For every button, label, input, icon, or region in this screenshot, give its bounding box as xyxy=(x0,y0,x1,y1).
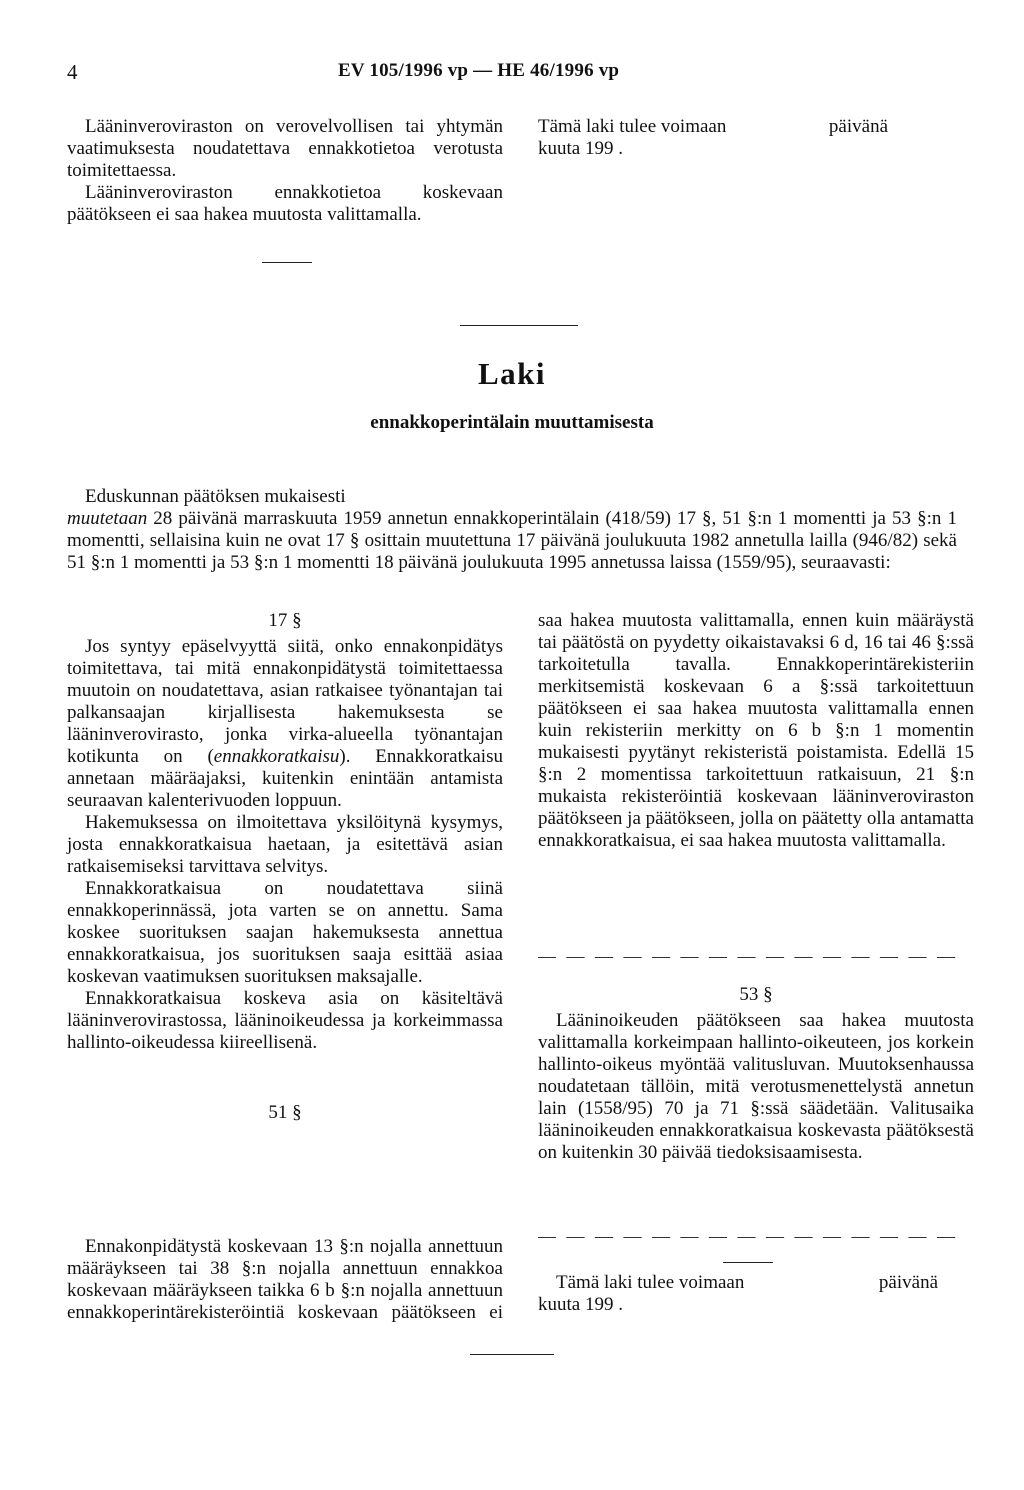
top-left-column xyxy=(67,116,503,226)
section-51-heading: 51 § xyxy=(268,1102,302,1123)
bottom-effect-end-text: kuuta 199 . xyxy=(538,1294,623,1315)
omission-dashes-2: — — — — — — — — — — — — — — — xyxy=(538,1226,958,1246)
bottom-effect-start-text: Tämä laki tulee voimaan xyxy=(556,1272,745,1293)
section-51-paragraph-left: Ennakonpidätystä koskevaan 13 §:n nojalla annettuun määräykseen tai 38 §:n nojalla annettuun ennakkoa koskevaan määräykseen taikka 6 b §:n nojalla annettuun ennakkoperintärekisteröintiä koskevaan päätökseen ei xyxy=(67,1236,503,1323)
section-17-text-a: Jos syntyy epäselvyyttä siitä, onko ennakonpidätys toimitettava, tai mitä ennakonpidätystä toimitettaessa muutoin on noudatettava, asian ratkaisee työnantajan tai palkansaajan kirjallisesta hakemuksesta se lääninverovirasto, jonka virka-alueella työnantajan kotikunta on ( xyxy=(67,636,503,767)
page-number: 4 xyxy=(67,60,78,84)
law-title: Laki xyxy=(477,356,547,391)
section-end-rule xyxy=(262,262,312,263)
law-preamble xyxy=(67,486,957,574)
section-51-right-part xyxy=(538,610,974,940)
effect-line xyxy=(538,116,888,138)
top-paragraph-2: Lääninveroviraston ennakkotietoa koskevaan päätökseen ei saa hakea muutosta valittamalla. xyxy=(67,182,503,225)
preamble-italic-word: muutetaan xyxy=(67,508,148,529)
law-subtitle: ennakkoperintälain muuttamisesta xyxy=(370,412,654,433)
section-51-paragraph-right: saa hakea muutosta valittamalla, ennen kuin määräystä tai päätöstä on pyydetty oikaistavaksi 6 d, 16 tai 46 §:ssä tarkoitetulla tavalla. Ennakkoperintärekisteriin merkitsemistä koskevaan 6 a §:ssä tarkoitettuun päätökseen ei saa hakea muutosta valittamalla ennen kuin rekisteriin merkitty on 6 b §:n 1 momentin mukaisesti pyytänyt rekisteristä poistamista. Edellä 15 §:n 2 momentissa tarkoitettuun ratkaisuun, 21 §:n mukaista rekisteröintiä koskevaan lääninveroviraston päätökseen ja päätökseen, jolla on päätetty olla antamatta ennakkoratkaisua, ei saa hakea muutosta valittamalla. xyxy=(538,610,974,851)
preamble-body xyxy=(67,508,957,574)
effect-start-text: Tämä laki tulee voimaan xyxy=(538,116,727,137)
law-separator-rule xyxy=(460,325,578,326)
effect-day-text: päivänä xyxy=(828,116,888,137)
page-end-rule xyxy=(470,1354,554,1355)
preamble-intro: Eduskunnan päätöksen mukaisesti xyxy=(85,486,346,507)
section-17-paragraph-2: Hakemuksessa on ilmoitettava yksilöitynä kysymys, josta ennakkoratkaisua haetaan, ja esitettävä asian ratkaisemiseksi tarvittava selvitys. xyxy=(67,812,503,877)
section-51-left-part xyxy=(67,1236,503,1324)
section-17-italic-term: ennakkoratkaisu xyxy=(213,746,340,767)
bottom-effect-line xyxy=(538,1272,938,1294)
bottom-effect-day-text: päivänä xyxy=(878,1272,938,1293)
section-17-paragraph-1 xyxy=(67,636,503,812)
top-paragraph-1: Lääninveroviraston on verovelvollisen tai yhtymän vaatimuksesta noudatettava ennakkotietoa verotusta toimitettaessa. xyxy=(67,116,503,181)
left-column xyxy=(67,610,503,1128)
provision-end-rule xyxy=(723,1262,773,1263)
section-53-heading: 53 § xyxy=(739,984,773,1005)
omission-dashes-1: — — — — — — — — — — — — — — — xyxy=(538,946,958,966)
bottom-effect-block xyxy=(538,1272,938,1316)
section-17-text-b: ). Ennakkoratkaisu annetaan määräajaksi, kuitenkin enintään antamista seuraavan kalenterivuoden loppuun. xyxy=(67,746,503,811)
effect-end-text: kuuta 199 . xyxy=(538,138,623,159)
section-17-paragraph-4: Ennakkoratkaisua koskeva asia on käsiteltävä lääninverovirastossa, lääninoikeudessa ja korkeimmassa hallinto-oikeudessa kiireellisenä. xyxy=(67,988,503,1053)
top-right-column xyxy=(538,116,888,160)
section-53-paragraph-1: Lääninoikeuden päätökseen saa hakea muutosta valittamalla korkeimpaan hallinto-oikeuteen, jos korkein hallinto-oikeus myöntää valitusluvan. Muutoksenhaussa noudatetaan tällöin, mitä verotusmenettelystä annetun lain (1558/95) 70 ja 71 §:ssä säädetään. Valitusaika lääninoikeuden ennakkoratkaisua koskevasta päätöksestä on kuitenkin 30 päivää tiedoksisaamisesta. xyxy=(538,1010,974,1163)
section-53-column xyxy=(538,984,974,1164)
section-17-heading: 17 § xyxy=(268,610,302,631)
running-title: EV 105/1996 vp — HE 46/1996 vp xyxy=(338,60,620,81)
section-17-paragraph-3: Ennakkoratkaisua on noudatettava siinä ennakkoperinnässä, jota varten se on annettu. Sama koskee suorituksen saajan hakemuksesta annettua ennakkoratkaisua, jos suorituksen saaja esittää asiaa koskevan vaatimuksen suorituksen maksajalle. xyxy=(67,878,503,987)
preamble-rest: 28 päivänä marraskuuta 1959 annetun ennakkoperintälain (418/59) 17 §, 51 §:n 1 momentti ja 53 §:n 1 momentti, sellaisina kuin ne ovat 17 § osittain muutettuna 17 päivänä joulukuuta 1982 annetulla lailla (946/82) sekä 51 §:n 1 momentti ja 53 §:n 1 momentti 18 päivänä joulukuuta 1995 annetussa laissa (1559/95), seuraavasti: xyxy=(67,508,957,573)
